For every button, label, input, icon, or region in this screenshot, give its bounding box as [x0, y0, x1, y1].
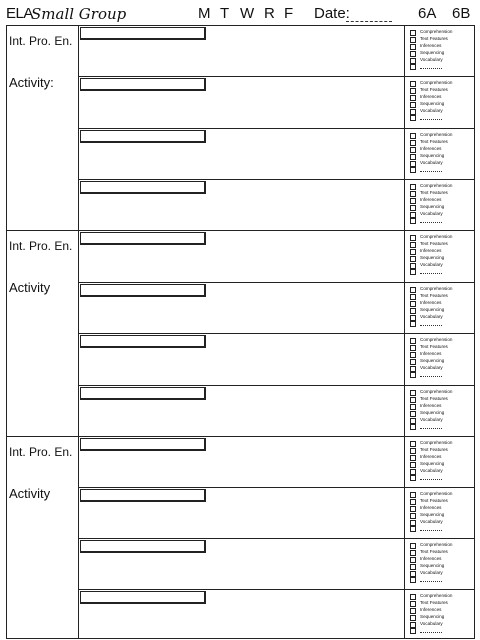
- skill-label: Inferences: [420, 403, 442, 408]
- student-name-field[interactable]: [80, 438, 206, 451]
- subject-label: ELA: [6, 5, 33, 22]
- checkbox-icon[interactable]: [410, 102, 416, 108]
- checkbox-icon[interactable]: [410, 218, 416, 224]
- checkbox-icon[interactable]: [410, 167, 416, 173]
- skill-label: Vocabulary: [420, 108, 443, 113]
- other-skill-blank[interactable]: [420, 68, 442, 69]
- skill-label: Text Features: [420, 293, 448, 298]
- checkbox-icon[interactable]: [410, 448, 416, 454]
- activity-label: Activity:: [9, 75, 54, 90]
- skill-label: Vocabulary: [420, 365, 443, 370]
- skill-label: Comprehension: [420, 542, 453, 547]
- other-skill-item[interactable]: [410, 372, 474, 378]
- skill-label: Comprehension: [420, 29, 453, 34]
- day-friday[interactable]: F: [284, 5, 294, 22]
- other-skill-item[interactable]: [410, 628, 474, 634]
- student-row: [79, 539, 474, 590]
- other-skill-blank[interactable]: [420, 376, 442, 377]
- student-row: [79, 386, 474, 437]
- skill-label: Vocabulary: [420, 417, 443, 422]
- checkbox-icon[interactable]: [410, 594, 416, 600]
- checkbox-icon[interactable]: [410, 249, 416, 255]
- checkbox-icon[interactable]: [410, 140, 416, 146]
- skills-checklist: [404, 26, 474, 76]
- skill-label: Vocabulary: [420, 314, 443, 319]
- checkbox-icon[interactable]: [410, 455, 416, 461]
- other-skill-item[interactable]: [410, 115, 474, 121]
- skill-label: Sequencing: [420, 153, 445, 158]
- skill-label: Sequencing: [420, 512, 445, 517]
- student-row: [79, 283, 474, 334]
- date-label: Date:: [314, 5, 350, 22]
- student-name-field[interactable]: [80, 489, 206, 502]
- checkbox-icon[interactable]: [410, 256, 416, 262]
- skill-label: Inferences: [420, 248, 442, 253]
- checkbox-icon[interactable]: [410, 390, 416, 396]
- student-name-field[interactable]: [80, 27, 206, 40]
- checkbox-icon[interactable]: [410, 462, 416, 468]
- student-row: [79, 488, 474, 539]
- checkbox-icon[interactable]: [410, 345, 416, 351]
- other-skill-item[interactable]: [410, 218, 474, 224]
- skill-label: Text Features: [420, 36, 448, 41]
- other-skill-item[interactable]: [410, 577, 474, 583]
- skill-label: Inferences: [420, 43, 442, 48]
- skill-label: Inferences: [420, 351, 442, 356]
- student-name-field[interactable]: [80, 130, 206, 143]
- skills-checklist: [404, 129, 474, 179]
- other-skill-blank[interactable]: [420, 171, 442, 172]
- skill-label: Text Features: [420, 87, 448, 92]
- proficiency-levels-label: Int. Pro. En.: [9, 445, 73, 459]
- checkbox-icon[interactable]: [410, 88, 416, 94]
- skill-label: Inferences: [420, 556, 442, 561]
- skill-label: Text Features: [420, 549, 448, 554]
- checkbox-icon[interactable]: [410, 44, 416, 50]
- skill-label: Inferences: [420, 505, 442, 510]
- checkbox-icon[interactable]: [410, 359, 416, 365]
- checkbox-icon[interactable]: [410, 133, 416, 139]
- skill-label: Sequencing: [420, 255, 445, 260]
- section-label-column: [7, 231, 79, 436]
- skill-label: Inferences: [420, 607, 442, 612]
- proficiency-levels-label: Int. Pro. En.: [9, 239, 73, 253]
- skill-label: Inferences: [420, 94, 442, 99]
- checkbox-icon[interactable]: [410, 543, 416, 549]
- skills-checklist: [404, 283, 474, 333]
- checkbox-icon[interactable]: [410, 492, 416, 498]
- page-header: [6, 4, 474, 26]
- student-row: [79, 437, 474, 488]
- student-row: [79, 77, 474, 129]
- skill-label: Comprehension: [420, 132, 453, 137]
- other-skill-item[interactable]: [410, 269, 474, 275]
- checkbox-icon[interactable]: [410, 577, 416, 583]
- checkbox-icon[interactable]: [410, 475, 416, 481]
- checkbox-icon[interactable]: [410, 198, 416, 204]
- checkbox-icon[interactable]: [410, 269, 416, 275]
- day-tuesday[interactable]: T: [220, 5, 230, 22]
- student-name-field[interactable]: [80, 232, 206, 245]
- skill-label: Sequencing: [420, 307, 445, 312]
- student-row: [79, 26, 474, 77]
- checkbox-icon[interactable]: [410, 287, 416, 293]
- skill-label: Text Features: [420, 498, 448, 503]
- skill-label: Inferences: [420, 300, 442, 305]
- checkbox-icon[interactable]: [410, 506, 416, 512]
- checkbox-icon[interactable]: [410, 95, 416, 101]
- student-name-field[interactable]: [80, 387, 206, 400]
- activity-label: Activity: [9, 486, 51, 501]
- checkbox-icon[interactable]: [410, 321, 416, 327]
- other-skill-blank[interactable]: [420, 273, 442, 274]
- other-skill-blank[interactable]: [420, 222, 442, 223]
- checkbox-icon[interactable]: [410, 235, 416, 241]
- checkbox-icon[interactable]: [410, 154, 416, 160]
- date-field[interactable]: [346, 21, 392, 22]
- checkbox-icon[interactable]: [410, 397, 416, 403]
- skill-label: Text Features: [420, 139, 448, 144]
- other-skill-blank[interactable]: [420, 530, 442, 531]
- other-skill-item[interactable]: [410, 64, 474, 70]
- checkbox-icon[interactable]: [410, 411, 416, 417]
- checkbox-icon[interactable]: [410, 51, 416, 57]
- student-row: [79, 180, 474, 231]
- other-skill-blank[interactable]: [420, 428, 442, 429]
- activity-label: Activity: [9, 280, 51, 295]
- checkbox-icon[interactable]: [410, 294, 416, 300]
- checkbox-icon[interactable]: [410, 338, 416, 344]
- skill-label: Comprehension: [420, 183, 453, 188]
- skill-label: Text Features: [420, 396, 448, 401]
- checkbox-icon[interactable]: [410, 404, 416, 410]
- checkbox-icon[interactable]: [410, 184, 416, 190]
- skills-checklist: [404, 437, 474, 487]
- skill-label: Vocabulary: [420, 621, 443, 626]
- checkbox-icon[interactable]: [410, 242, 416, 248]
- other-skill-item[interactable]: [410, 424, 474, 430]
- proficiency-levels-label: Int. Pro. En.: [9, 34, 73, 48]
- skill-label: Comprehension: [420, 491, 453, 496]
- skill-label: Vocabulary: [420, 57, 443, 62]
- checkbox-icon[interactable]: [410, 513, 416, 519]
- checkbox-icon[interactable]: [410, 601, 416, 607]
- checkbox-icon[interactable]: [410, 37, 416, 43]
- other-skill-item[interactable]: [410, 167, 474, 173]
- skill-label: Comprehension: [420, 440, 453, 445]
- skill-label: Sequencing: [420, 410, 445, 415]
- skill-label: Comprehension: [420, 80, 453, 85]
- day-thursday[interactable]: R: [264, 5, 275, 22]
- skill-label: Text Features: [420, 344, 448, 349]
- other-skill-blank[interactable]: [420, 581, 442, 582]
- skill-label: Text Features: [420, 190, 448, 195]
- checkbox-icon[interactable]: [410, 301, 416, 307]
- student-row: [79, 129, 474, 180]
- skills-checklist: [404, 180, 474, 231]
- skill-label: Inferences: [420, 197, 442, 202]
- checkbox-icon[interactable]: [410, 441, 416, 447]
- student-name-field[interactable]: [80, 335, 206, 348]
- group-section: [7, 437, 474, 638]
- checkbox-icon[interactable]: [410, 608, 416, 614]
- checkbox-icon[interactable]: [410, 115, 416, 121]
- skills-checklist: [404, 231, 474, 282]
- class-6a[interactable]: 6A: [418, 5, 437, 22]
- skill-label: Sequencing: [420, 461, 445, 466]
- checkbox-icon[interactable]: [410, 308, 416, 314]
- checkbox-icon[interactable]: [410, 564, 416, 570]
- skill-label: Sequencing: [420, 204, 445, 209]
- skills-checklist: [404, 590, 474, 638]
- other-skill-item[interactable]: [410, 475, 474, 481]
- checkbox-icon[interactable]: [410, 147, 416, 153]
- checkbox-icon[interactable]: [410, 526, 416, 532]
- checkbox-icon[interactable]: [410, 81, 416, 87]
- skill-label: Vocabulary: [420, 262, 443, 267]
- skill-label: Vocabulary: [420, 468, 443, 473]
- day-monday[interactable]: M: [198, 5, 211, 22]
- checkbox-icon[interactable]: [410, 30, 416, 36]
- skill-label: Sequencing: [420, 101, 445, 106]
- other-skill-item[interactable]: [410, 526, 474, 532]
- skill-label: Comprehension: [420, 337, 453, 342]
- checkbox-icon[interactable]: [410, 557, 416, 563]
- other-skill-blank[interactable]: [420, 479, 442, 480]
- skill-label: Comprehension: [420, 389, 453, 394]
- other-skill-blank[interactable]: [420, 119, 442, 120]
- skill-label: Sequencing: [420, 614, 445, 619]
- day-wednesday[interactable]: W: [240, 5, 255, 22]
- checkbox-icon[interactable]: [410, 372, 416, 378]
- student-name-field[interactable]: [80, 540, 206, 553]
- checkbox-icon[interactable]: [410, 205, 416, 211]
- skills-checklist: [404, 77, 474, 128]
- skill-label: Inferences: [420, 454, 442, 459]
- skill-label: Sequencing: [420, 358, 445, 363]
- student-name-field[interactable]: [80, 284, 206, 297]
- other-skill-blank[interactable]: [420, 325, 442, 326]
- skill-label: Comprehension: [420, 234, 453, 239]
- other-skill-blank[interactable]: [420, 632, 442, 633]
- checkbox-icon[interactable]: [410, 64, 416, 70]
- checkbox-icon[interactable]: [410, 499, 416, 505]
- skill-label: Text Features: [420, 241, 448, 246]
- skills-checklist: [404, 334, 474, 385]
- checkbox-icon[interactable]: [410, 550, 416, 556]
- skill-label: Vocabulary: [420, 160, 443, 165]
- skill-label: Vocabulary: [420, 211, 443, 216]
- student-name-field[interactable]: [80, 181, 206, 194]
- skill-label: Inferences: [420, 146, 442, 151]
- skill-label: Sequencing: [420, 50, 445, 55]
- skill-label: Vocabulary: [420, 570, 443, 575]
- skill-label: Comprehension: [420, 286, 453, 291]
- skills-checklist: [404, 488, 474, 538]
- group-section: [7, 26, 474, 231]
- skill-label: Text Features: [420, 447, 448, 452]
- checkbox-icon[interactable]: [410, 424, 416, 430]
- other-skill-item[interactable]: [410, 321, 474, 327]
- section-label-column: [7, 437, 79, 638]
- student-name-field[interactable]: [80, 591, 206, 604]
- checkbox-icon[interactable]: [410, 191, 416, 197]
- checkbox-icon[interactable]: [410, 628, 416, 634]
- skill-label: Comprehension: [420, 593, 453, 598]
- small-group-title: Small Group: [31, 5, 127, 23]
- student-row: [79, 334, 474, 386]
- skills-checklist: [404, 386, 474, 437]
- student-row: [79, 231, 474, 283]
- student-row: [79, 590, 474, 638]
- group-grid: [6, 25, 475, 639]
- student-name-field[interactable]: [80, 78, 206, 91]
- skill-label: Vocabulary: [420, 519, 443, 524]
- group-section: [7, 231, 474, 437]
- skill-label: Text Features: [420, 600, 448, 605]
- checkbox-icon[interactable]: [410, 615, 416, 621]
- section-label-column: [7, 26, 79, 230]
- class-6b[interactable]: 6B: [452, 5, 471, 22]
- skill-label: Sequencing: [420, 563, 445, 568]
- skills-checklist: [404, 539, 474, 589]
- checkbox-icon[interactable]: [410, 352, 416, 358]
